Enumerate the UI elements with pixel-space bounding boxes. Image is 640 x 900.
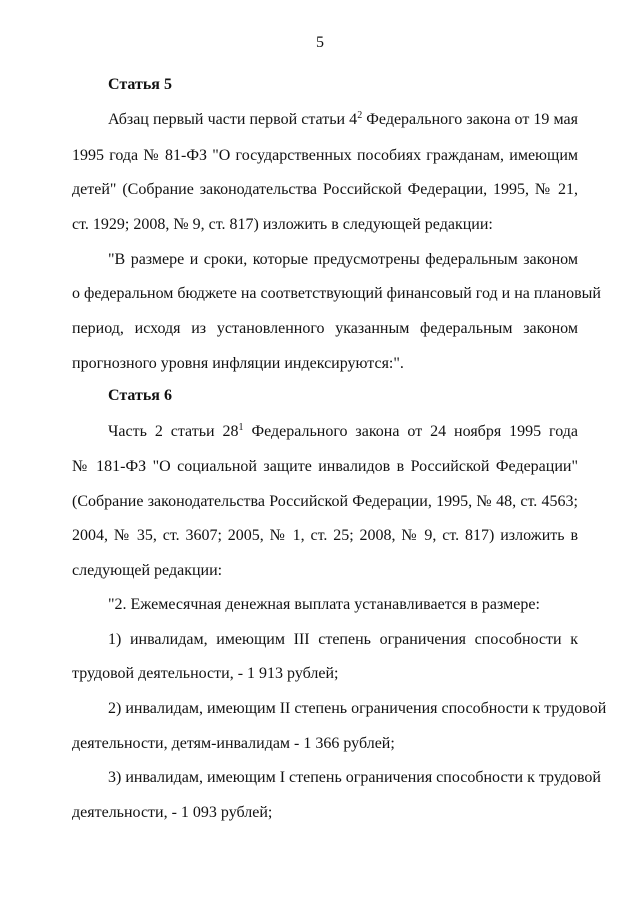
article-6-paragraph-line: следующей редакции: [72, 562, 223, 579]
article-6-paragraph-line: (Собрание законодательства Российской Федерации, 1995, № 48, ст. 4563; [72, 493, 578, 510]
article-5-heading: Статья 5 [108, 76, 172, 93]
article-5-quote-line: о федеральном бюджете на соответствующий финансовый год и на плановый [72, 285, 601, 302]
article-5-paragraph-line [108, 110, 578, 130]
article-5-paragraph-line: 1995 года № 81-ФЗ "О государственных пособиях гражданам, имеющим [72, 147, 578, 164]
article-5-quote-line: "В размере и сроки, которые предусмотрены федеральным законом [108, 251, 578, 268]
article-6-paragraph-line: 2004, № 35, ст. 3607; 2005, № 1, ст. 25; 2008, № 9, ст. 817) изложить в [72, 527, 578, 544]
list-item-3-line: 3) инвалидам, имеющим I степень ограничения способности к трудовой [108, 769, 601, 786]
superscript: 1 [238, 422, 244, 433]
article-6-paragraph-line: № 181-ФЗ "О социальной защите инвалидов в Российской Федерации" [72, 458, 578, 475]
list-item-2-line: 2) инвалидам, имеющим II степень ограничения способности к трудовой [108, 700, 607, 717]
article-6-paragraph-line [108, 422, 578, 442]
list-item-2-line: деятельности, детям-инвалидам - 1 366 рублей; [72, 735, 395, 752]
article-6-quote-intro: "2. Ежемесячная денежная выплата устанавливается в размере: [108, 596, 540, 613]
list-item-1-line: трудовой деятельности, - 1 913 рублей; [72, 665, 339, 682]
article-5-paragraph-line: детей" (Собрание законодательства Российской Федерации, 1995, № 21, [72, 181, 578, 198]
text-fragment: Федерального закона от 24 ноября 1995 года [243, 423, 578, 440]
page-number: 5 [316, 34, 324, 51]
superscript: 2 [357, 110, 363, 121]
text-fragment: Абзац первый части первой статьи 4 [108, 111, 358, 128]
article-5-quote-line: прогнозного уровня инфляции индексируются:". [72, 355, 404, 372]
text-fragment: Федерального закона от 19 мая [362, 111, 579, 128]
article-5-paragraph-line: ст. 1929; 2008, № 9, ст. 817) изложить в следующей редакции: [72, 216, 493, 233]
list-item-3-line: деятельности, - 1 093 рублей; [72, 804, 273, 821]
text-fragment: Часть 2 статьи 28 [108, 423, 239, 440]
article-5-quote-line: период, исходя из установленного указанным федеральным законом [72, 320, 578, 337]
article-6-heading: Статья 6 [108, 387, 172, 404]
list-item-1-line: 1) инвалидам, имеющим III степень ограничения способности к [108, 631, 578, 648]
